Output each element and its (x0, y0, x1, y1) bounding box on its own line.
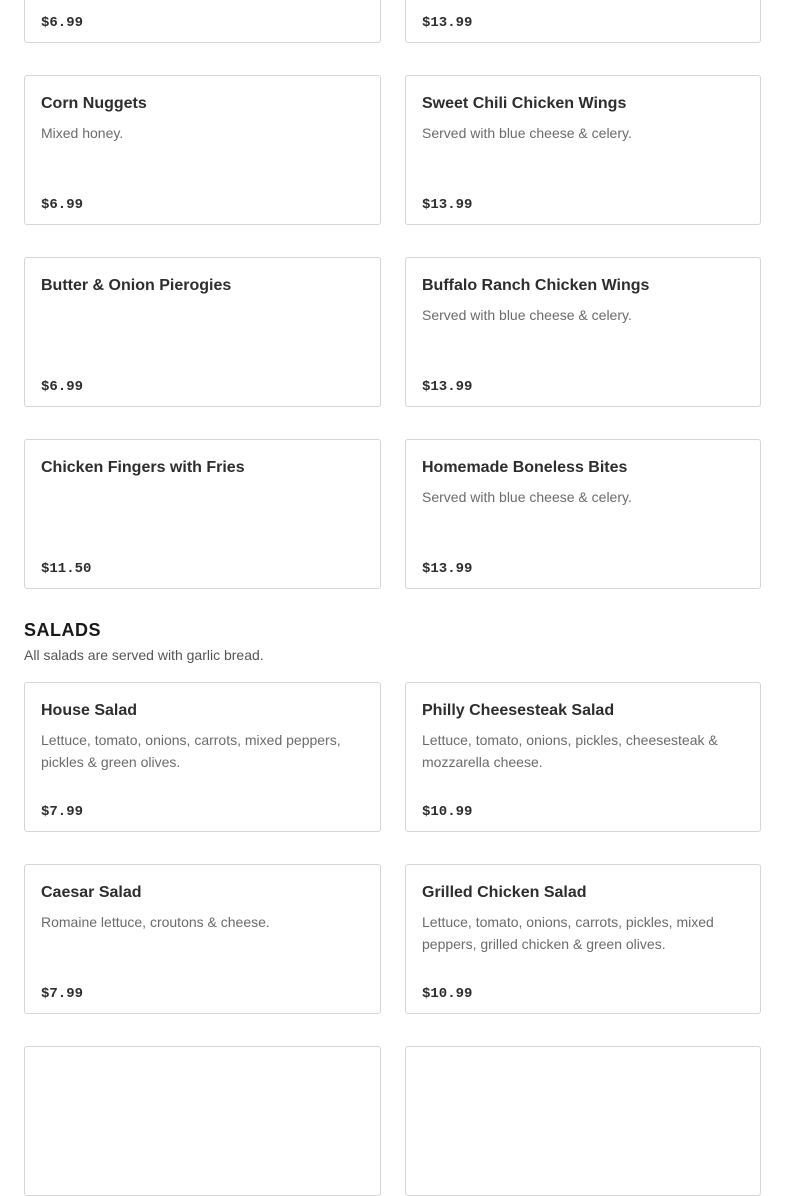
menu-grid-salads (24, 682, 761, 1196)
menu-item-card[interactable] (24, 1046, 381, 1196)
section-subtitle: All salads are served with garlic bread. (24, 647, 264, 663)
item-name: Sweet Chili Chicken Wings (422, 95, 627, 112)
item-description: Lettuce, tomato, onions, carrots, mixed peppers, pickles & green olives. (41, 732, 341, 770)
item-price: $13.99 (422, 379, 473, 395)
item-description: Romaine lettuce, croutons & cheese. (41, 914, 270, 930)
item-name: Homemade Boneless Bites (422, 459, 628, 476)
section-header-salads (24, 619, 785, 664)
menu-item-card[interactable] (405, 75, 761, 225)
item-price: $6.99 (41, 15, 84, 31)
item-price: $7.99 (41, 986, 84, 1002)
item-name: Corn Nuggets (41, 95, 147, 112)
item-price: $10.99 (422, 986, 473, 1002)
item-price: $6.99 (41, 197, 84, 213)
menu-item-card[interactable] (24, 682, 381, 832)
item-price: $13.99 (422, 561, 473, 577)
item-description: Served with blue cheese & celery. (422, 489, 632, 505)
item-name: House Salad (41, 702, 138, 719)
item-price: $7.99 (41, 804, 84, 820)
menu-item-card[interactable] (24, 864, 381, 1014)
item-description: Served with blue cheese & celery. (422, 307, 632, 323)
menu-item-card[interactable] (405, 682, 761, 832)
item-description: Served with blue cheese & celery. (422, 125, 632, 141)
item-name: Butter & Onion Pierogies (41, 277, 232, 294)
item-description: Lettuce, tomato, onions, pickles, cheesesteak & mozzarella cheese. (422, 732, 718, 770)
item-name: Philly Cheesesteak Salad (422, 702, 615, 719)
menu-item-card[interactable] (24, 0, 381, 43)
item-price: $13.99 (422, 197, 473, 213)
item-description: Lettuce, tomato, onions, carrots, pickles, mixed peppers, grilled chicken & green olives. (422, 914, 714, 952)
menu-item-card[interactable] (405, 439, 761, 589)
item-name: Chicken Fingers with Fries (41, 459, 245, 476)
menu-grid-appetizers (24, 0, 761, 589)
item-name: Buffalo Ranch Chicken Wings (422, 277, 650, 294)
menu-item-card[interactable] (24, 439, 381, 589)
menu-item-card[interactable] (24, 75, 381, 225)
menu-item-card[interactable] (405, 864, 761, 1014)
menu-item-card[interactable] (405, 1046, 761, 1196)
menu-item-card[interactable] (405, 257, 761, 407)
item-name: Caesar Salad (41, 884, 142, 901)
menu-item-card[interactable] (405, 0, 761, 43)
item-price: $10.99 (422, 804, 473, 820)
item-price: $6.99 (41, 379, 84, 395)
item-price: $13.99 (422, 15, 473, 31)
section-title: SALADS (24, 620, 102, 640)
item-price: $11.50 (41, 561, 92, 577)
item-name: Grilled Chicken Salad (422, 884, 587, 901)
item-description: Mixed honey. (41, 125, 124, 141)
menu-item-card[interactable] (24, 257, 381, 407)
